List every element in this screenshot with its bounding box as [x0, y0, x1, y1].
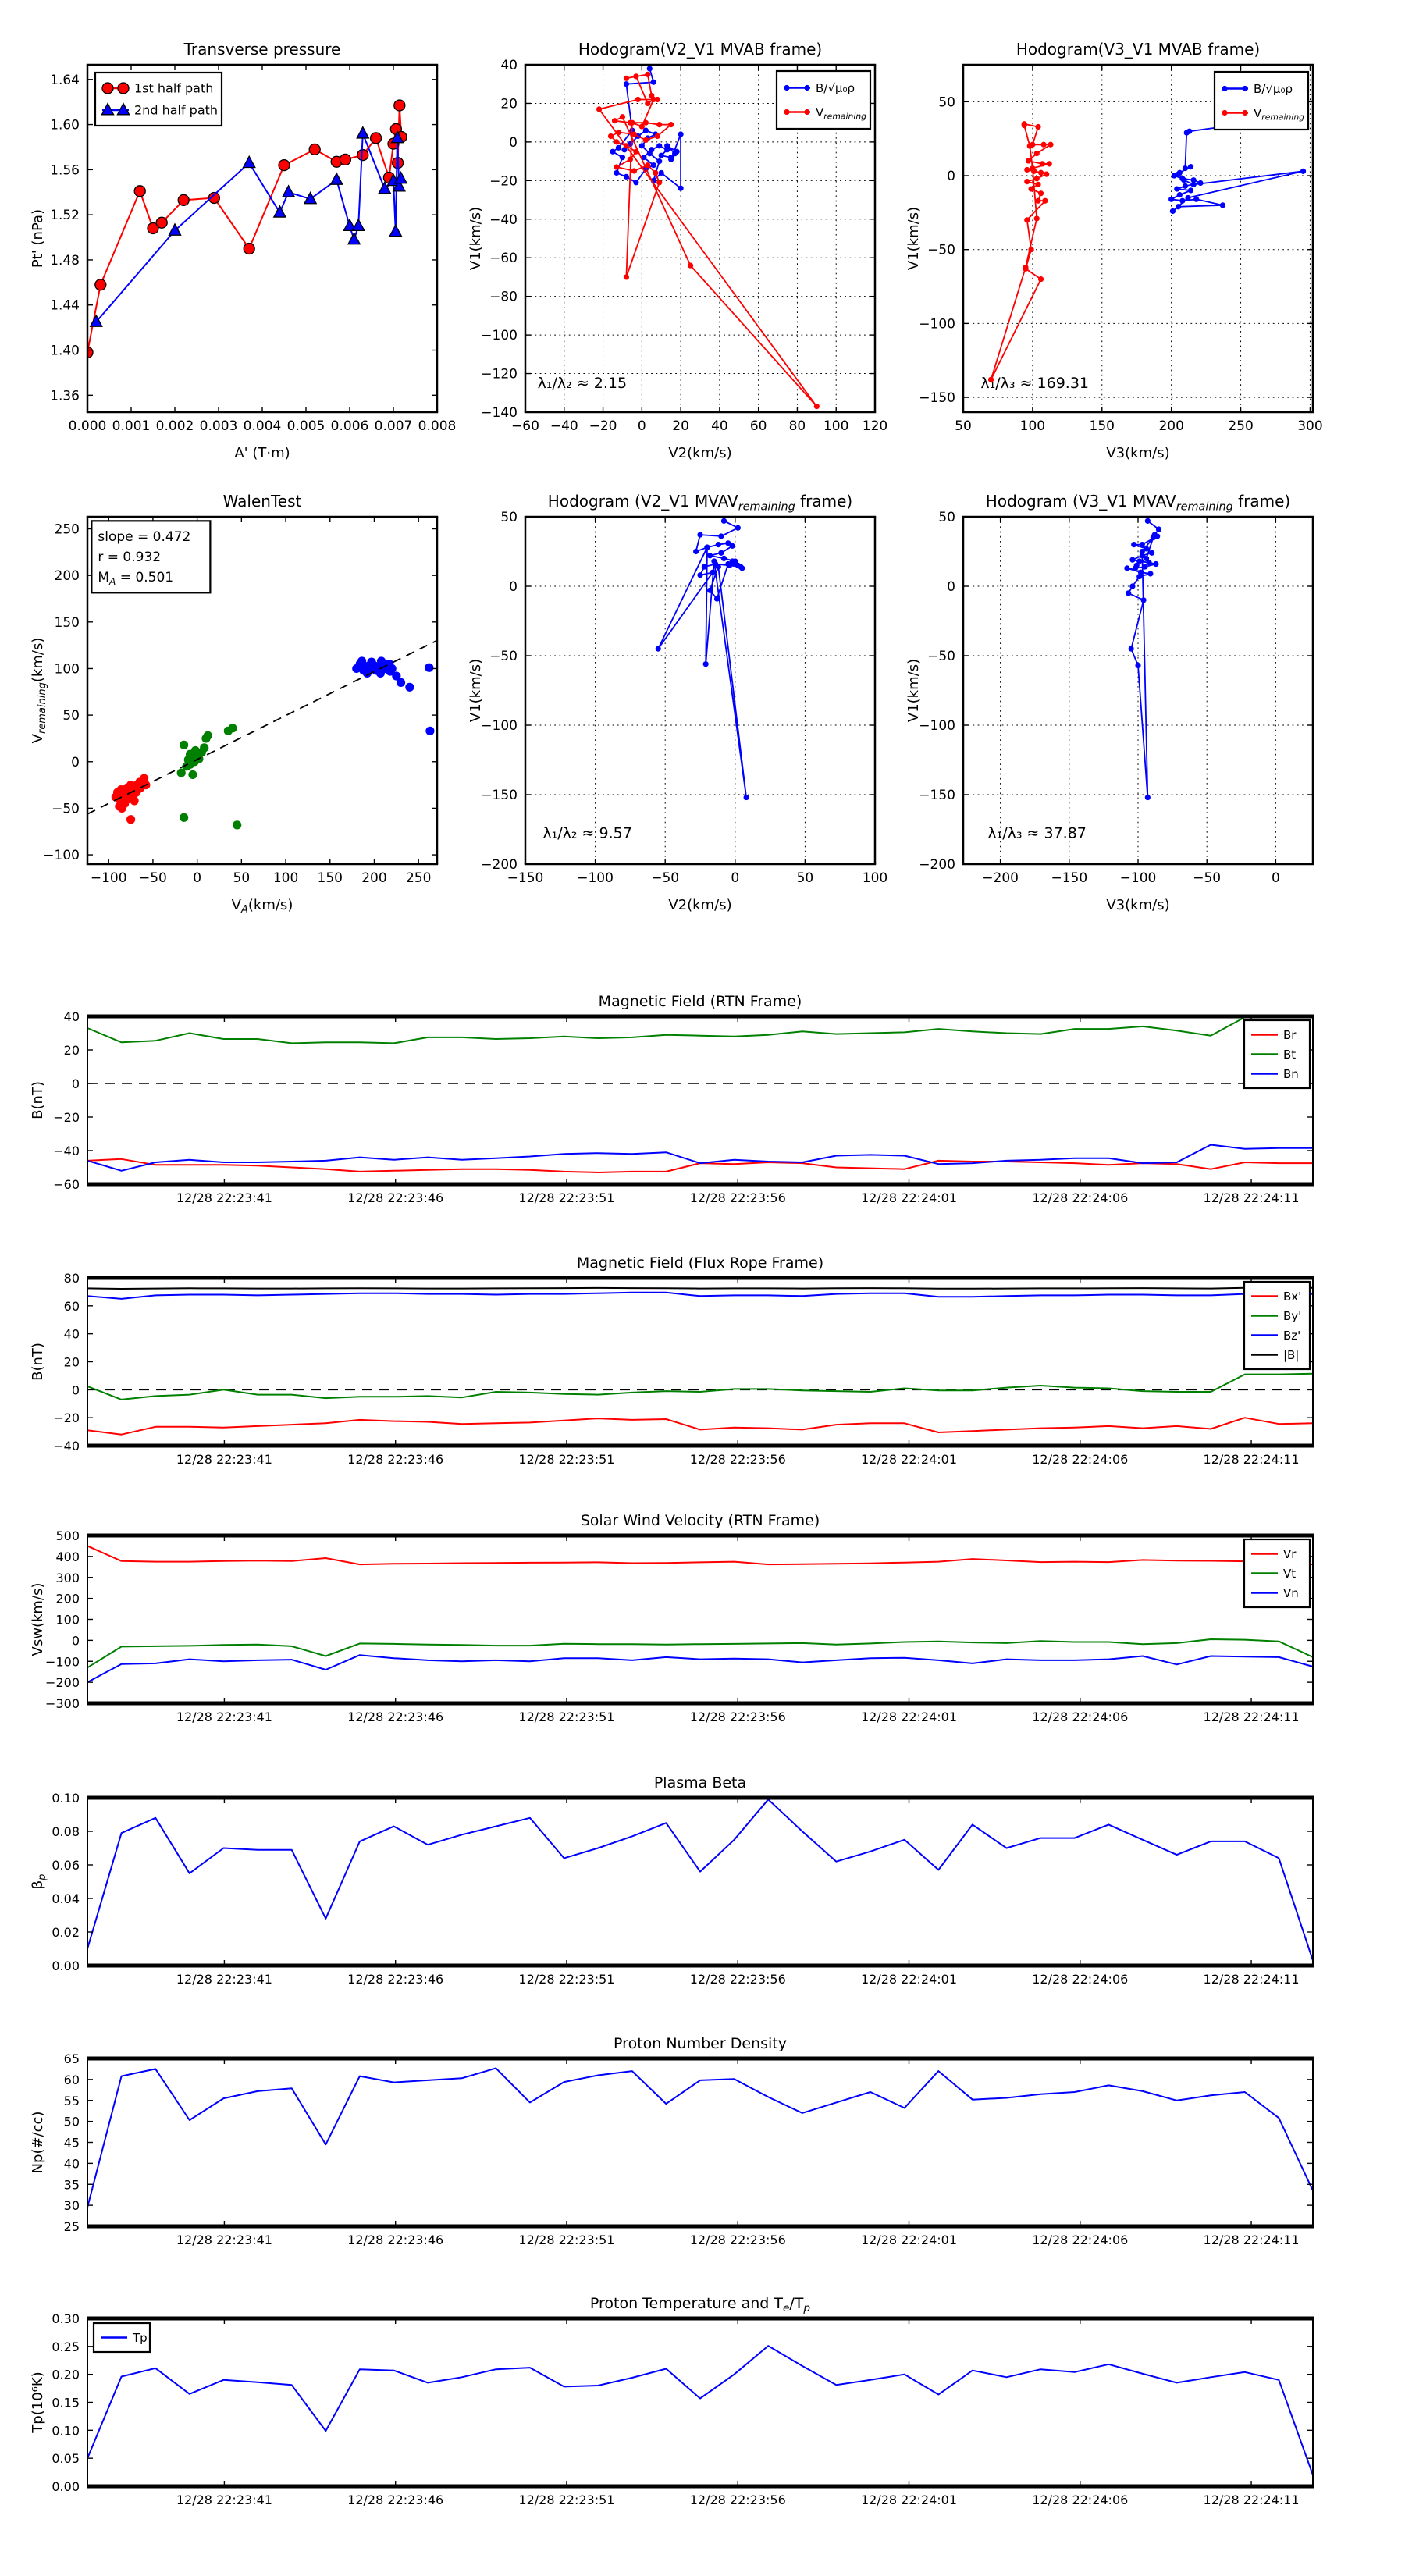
svg-text:12/28 22:24:11: 12/28 22:24:11: [1203, 2492, 1300, 2507]
solar-wind-velocity-rtn: [30, 1512, 1314, 1724]
svg-text:Vn: Vn: [1283, 1586, 1299, 1600]
svg-text:Vremaining: $V_{remaining}$: [1254, 106, 1305, 123]
svg-text:0.06: 0.06: [52, 1858, 80, 1873]
hodogram-v3v1-mvav-ylabel: V1(km/s): [905, 658, 922, 723]
svg-text:0.08: 0.08: [52, 1824, 80, 1839]
svg-text:35: 35: [63, 2177, 80, 2193]
hodogram-v2v1-mvav-ylabel: V1(km/s): [468, 658, 484, 723]
svg-text:Vt: Vt: [1283, 1567, 1297, 1581]
svg-text:0.000: 0.000: [68, 418, 107, 434]
transverse-pressure-title: Transverse pressure: [183, 40, 341, 59]
svg-text:80: 80: [63, 1271, 80, 1286]
svg-text:50: 50: [62, 708, 80, 724]
proton-number-density: [30, 2035, 1314, 2247]
svg-text:20: 20: [672, 418, 689, 434]
svg-text:−150: −150: [507, 870, 544, 886]
svg-text:400: 400: [55, 1549, 80, 1564]
svg-text:0: 0: [71, 1382, 80, 1398]
proton-temperature-ylabel: Tp(10⁶K): [30, 2371, 46, 2433]
svg-text:12/28 22:24:11: 12/28 22:24:11: [1203, 2233, 1300, 2247]
proton-temperature: [30, 2295, 1314, 2507]
svg-text:1st half path: 1st half path: [134, 80, 214, 96]
svg-text:150: 150: [1089, 418, 1115, 434]
svg-text:0.003: 0.003: [199, 418, 238, 434]
svg-text:12/28 22:23:56: 12/28 22:23:56: [689, 1972, 786, 1987]
svg-text:12/28 22:24:11: 12/28 22:24:11: [1203, 1190, 1300, 1205]
svg-text:12/28 22:24:06: 12/28 22:24:06: [1032, 1710, 1129, 1724]
svg-text:−150: −150: [919, 788, 955, 803]
svg-text:12/28 22:23:51: 12/28 22:23:51: [518, 2492, 615, 2507]
svg-text:1.48: 1.48: [50, 252, 80, 269]
hodogram-v2v1-mvab-ylabel: V1(km/s): [468, 206, 484, 271]
magnetic-field-rtn-title: Magnetic Field (RTN Frame): [598, 993, 802, 1010]
svg-text:r = 0.932: r = 0.932: [98, 550, 162, 566]
proton-temperature-title: Proton Temperature and $T_e/T_p$: [589, 2295, 811, 2315]
svg-text:45: 45: [63, 2135, 80, 2151]
svg-text:0.02: 0.02: [52, 1925, 80, 1940]
hodogram-v3v1-mvab-annotation: λ₁/λ₃ ≈ 169.31: [980, 374, 1090, 392]
svg-text:40: 40: [500, 58, 518, 73]
svg-text:0.25: 0.25: [52, 2339, 80, 2354]
svg-text:500: 500: [55, 1528, 80, 1543]
svg-text:12/28 22:24:01: 12/28 22:24:01: [860, 2233, 958, 2247]
svg-text:12/28 22:23:41: 12/28 22:23:41: [176, 1190, 272, 1205]
svg-text:12/28 22:24:06: 12/28 22:24:06: [1032, 1190, 1129, 1205]
svg-text:250: 250: [1228, 418, 1254, 434]
svg-text:150: 150: [317, 870, 343, 886]
svg-text:−50: −50: [927, 649, 955, 664]
plasma-beta: [30, 1774, 1314, 1987]
svg-text:60: 60: [63, 1298, 80, 1314]
transverse-pressure: [30, 40, 456, 461]
svg-text:80: 80: [788, 418, 806, 434]
hodogram-v3v1-mvav-title: Hodogram (V3_V1 $MVAV_{remaining}$ frame): [985, 492, 1291, 514]
svg-text:12/28 22:24:01: 12/28 22:24:01: [860, 1452, 958, 1467]
svg-text:−40: −40: [53, 1144, 80, 1158]
svg-text:12/28 22:24:11: 12/28 22:24:11: [1203, 1710, 1300, 1724]
svg-text:0.20: 0.20: [52, 2367, 80, 2382]
svg-text:12/28 22:23:51: 12/28 22:23:51: [518, 1190, 615, 1205]
transverse-pressure-ylabel: Pt' (nPa): [30, 208, 46, 269]
solar-wind-velocity-rtn-legend: [1244, 1539, 1310, 1607]
svg-text:−50: −50: [489, 649, 518, 664]
hodogram-v3v1-mvav: [905, 492, 1314, 913]
svg-text:200: 200: [55, 1591, 80, 1606]
svg-text:25: 25: [63, 2219, 80, 2234]
svg-text:12/28 22:23:56: 12/28 22:23:56: [689, 1190, 786, 1205]
svg-text:12/28 22:24:06: 12/28 22:24:06: [1032, 2492, 1129, 2507]
svg-text:12/28 22:24:01: 12/28 22:24:01: [860, 2492, 958, 2507]
svg-text:50: 50: [63, 2114, 80, 2129]
svg-text:0.007: 0.007: [374, 418, 413, 434]
svg-text:−20: −20: [53, 1110, 80, 1125]
svg-text:−200: −200: [481, 857, 518, 873]
walen-test-xlabel: $V_A(km/s)$: [231, 897, 293, 916]
svg-text:|B|: |B|: [1283, 1348, 1300, 1362]
magnetic-field-rtn-legend: [1244, 1020, 1310, 1088]
svg-text:100: 100: [272, 870, 299, 886]
svg-text:Bx': Bx': [1283, 1290, 1302, 1304]
proton-number-density-ylabel: Np(#/cc): [30, 2111, 46, 2174]
svg-text:12/28 22:23:41: 12/28 22:23:41: [176, 1972, 272, 1987]
svg-text:1.40: 1.40: [50, 343, 80, 359]
svg-text:250: 250: [54, 521, 80, 538]
hodogram-v3v1-mvab: [905, 40, 1323, 461]
svg-text:−200: −200: [982, 870, 1019, 886]
walen-test-stats-box: [91, 521, 210, 592]
svg-text:B/√μ₀ρ: B/√μ₀ρ: [816, 81, 855, 95]
svg-text:−100: −100: [481, 328, 518, 344]
svg-text:20: 20: [500, 96, 518, 112]
svg-text:0: 0: [1271, 870, 1280, 886]
svg-text:100: 100: [862, 870, 888, 886]
transverse-pressure-xlabel: A' (T·m): [234, 445, 290, 461]
hodogram-v2v1-mvab-xlabel: V2(km/s): [668, 445, 732, 461]
svg-text:−100: −100: [43, 848, 80, 864]
svg-text:12/28 22:23:41: 12/28 22:23:41: [176, 1452, 272, 1467]
proton-number-density-title: Proton Number Density: [614, 2035, 787, 2052]
svg-text:40: 40: [711, 418, 728, 434]
svg-text:50: 50: [796, 870, 814, 886]
svg-text:60: 60: [749, 418, 767, 434]
svg-text:2nd half path: 2nd half path: [134, 102, 219, 118]
svg-text:0: 0: [71, 1633, 80, 1649]
svg-text:−100: −100: [577, 870, 614, 886]
proton-temperature-legend: [94, 2323, 150, 2352]
magnetic-field-rtn-ylabel: B(nT): [30, 1081, 46, 1119]
hodogram-v3v1-mvab-legend: [1215, 72, 1308, 130]
hodogram-v2v1-mvav-annotation: λ₁/λ₂ ≈ 9.57: [542, 824, 632, 842]
svg-text:Bt: Bt: [1283, 1048, 1297, 1062]
svg-text:100: 100: [55, 1612, 80, 1628]
svg-text:12/28 22:24:11: 12/28 22:24:11: [1203, 1972, 1300, 1987]
svg-text:0.002: 0.002: [155, 418, 194, 434]
magnetic-field-flux-rope-series-|B|: [87, 1288, 1313, 1290]
svg-text:Vremaining: $V_{remaining}$: [816, 105, 867, 122]
svg-text:12/28 22:23:46: 12/28 22:23:46: [347, 1972, 444, 1987]
svg-text:100: 100: [54, 661, 80, 678]
svg-text:12/28 22:23:46: 12/28 22:23:46: [347, 2492, 444, 2507]
svg-text:−60: −60: [53, 1177, 80, 1192]
walen-test-ylabel: $V_{remaining}(km/s)$: [30, 637, 48, 744]
svg-text:120: 120: [862, 418, 888, 434]
magnetic-field-flux-rope-legend: [1244, 1282, 1310, 1369]
svg-text:−120: −120: [481, 366, 518, 382]
svg-text:20: 20: [63, 1043, 80, 1058]
svg-text:Br: Br: [1283, 1028, 1297, 1042]
svg-text:12/28 22:23:41: 12/28 22:23:41: [176, 2233, 272, 2247]
svg-text:0.04: 0.04: [52, 1891, 80, 1906]
svg-text:0.005: 0.005: [286, 418, 325, 434]
svg-text:0.15: 0.15: [52, 2395, 80, 2411]
svg-text:12/28 22:23:56: 12/28 22:23:56: [689, 1710, 786, 1724]
svg-text:−100: −100: [45, 1654, 80, 1670]
svg-text:40: 40: [63, 1326, 80, 1342]
svg-text:0.004: 0.004: [243, 418, 282, 434]
svg-text:1.56: 1.56: [50, 162, 80, 179]
svg-text:30: 30: [63, 2198, 80, 2214]
svg-text:MA = 0.501: $M_A = 0.501$: [98, 570, 174, 587]
hodogram-v2v1-mvab-legend: [777, 71, 870, 129]
svg-text:12/28 22:23:56: 12/28 22:23:56: [689, 1452, 786, 1467]
svg-text:0: 0: [731, 870, 740, 886]
svg-text:300: 300: [55, 1570, 80, 1585]
svg-text:1.60: 1.60: [50, 117, 80, 133]
solar-wind-velocity-rtn-title: Solar Wind Velocity (RTN Frame): [580, 1512, 820, 1529]
plasma-beta-title: Plasma Beta: [653, 1774, 747, 1791]
hodogram-v2v1-mvav-title: Hodogram (V2_V1 $MVAV_{remaining}$ frame): [547, 492, 853, 514]
svg-text:−140: −140: [481, 405, 518, 421]
svg-text:Bz': Bz': [1283, 1329, 1301, 1343]
magnetic-field-flux-rope-ylabel: B(nT): [30, 1343, 46, 1381]
transverse-pressure-legend: [95, 73, 222, 126]
svg-text:0.05: 0.05: [52, 2451, 80, 2467]
svg-text:50: 50: [938, 94, 955, 111]
svg-text:200: 200: [1158, 418, 1184, 434]
svg-text:−40: −40: [489, 212, 518, 228]
svg-text:12/28 22:23:51: 12/28 22:23:51: [518, 1972, 615, 1987]
svg-text:12/28 22:23:56: 12/28 22:23:56: [689, 2233, 786, 2247]
magnetic-field-rtn: [30, 993, 1314, 1205]
svg-text:40: 40: [63, 2156, 80, 2172]
svg-text:−150: −150: [919, 390, 955, 407]
svg-text:1.44: 1.44: [50, 297, 80, 314]
svg-text:0.001: 0.001: [112, 418, 151, 434]
svg-text:12/28 22:24:11: 12/28 22:24:11: [1203, 1452, 1300, 1467]
svg-text:Tp: Tp: [133, 2331, 148, 2345]
svg-text:12/28 22:23:51: 12/28 22:23:51: [518, 1452, 615, 1467]
hodogram-v2v1-mvav: [468, 492, 887, 913]
svg-text:12/28 22:23:46: 12/28 22:23:46: [347, 1710, 444, 1724]
svg-text:−200: −200: [45, 1675, 80, 1691]
svg-text:−20: −20: [53, 1411, 80, 1426]
svg-text:60: 60: [63, 2072, 80, 2087]
svg-text:−150: −150: [481, 788, 518, 803]
svg-text:−60: −60: [489, 251, 518, 267]
svg-text:12/28 22:23:41: 12/28 22:23:41: [176, 2492, 272, 2507]
svg-text:55: 55: [63, 2093, 80, 2108]
hodogram-v2v1-mvab-title: Hodogram(V2_V1 MVAB frame): [578, 40, 823, 59]
svg-text:0: 0: [71, 1076, 80, 1091]
plasma-beta-ylabel: $\beta_p$: [30, 1873, 48, 1890]
svg-text:−50: −50: [138, 870, 167, 886]
svg-text:Bn: Bn: [1283, 1067, 1299, 1081]
svg-text:0: 0: [637, 418, 646, 434]
svg-text:0.008: 0.008: [418, 418, 457, 434]
svg-text:250: 250: [405, 870, 432, 886]
svg-text:0.30: 0.30: [52, 2311, 80, 2326]
svg-text:12/28 22:23:46: 12/28 22:23:46: [347, 1452, 444, 1467]
hodogram-v3v1-mvav-xlabel: V3(km/s): [1106, 897, 1170, 913]
svg-text:12/28 22:24:06: 12/28 22:24:06: [1032, 2233, 1129, 2247]
hodogram-v2v1-mvab-annotation: λ₁/λ₂ ≈ 2.15: [537, 374, 628, 392]
svg-text:12/28 22:23:51: 12/28 22:23:51: [518, 2233, 615, 2247]
svg-text:−20: −20: [589, 418, 617, 434]
svg-text:0: 0: [947, 579, 955, 595]
svg-text:1.36: 1.36: [50, 388, 80, 404]
svg-text:−50: −50: [927, 242, 955, 258]
hodogram-v2v1-mvab: [468, 40, 887, 461]
hodogram-v3v1-mvav-annotation: λ₁/λ₃ ≈ 37.87: [987, 824, 1087, 842]
svg-text:200: 200: [54, 568, 80, 585]
svg-text:12/28 22:24:01: 12/28 22:24:01: [860, 1190, 958, 1205]
svg-text:−50: −50: [52, 801, 80, 817]
svg-text:−60: −60: [511, 418, 539, 434]
svg-text:12/28 22:23:41: 12/28 22:23:41: [176, 1710, 272, 1724]
hodogram-v2v1-mvav-xlabel: V2(km/s): [668, 897, 732, 913]
svg-text:0: 0: [509, 579, 518, 595]
svg-text:−100: −100: [1119, 870, 1157, 886]
svg-text:−100: −100: [919, 718, 955, 734]
svg-text:300: 300: [1297, 418, 1323, 434]
solar-wind-velocity-rtn-ylabel: Vsw(km/s): [30, 1582, 46, 1656]
hodogram-v3v1-mvab-title: Hodogram(V3_V1 MVAB frame): [1016, 40, 1261, 59]
svg-text:100: 100: [1019, 418, 1046, 434]
svg-text:−100: −100: [481, 718, 518, 734]
svg-text:12/28 22:24:06: 12/28 22:24:06: [1032, 1972, 1129, 1987]
hodogram-v3v1-mvab-xlabel: V3(km/s): [1106, 445, 1170, 461]
svg-text:12/28 22:23:46: 12/28 22:23:46: [347, 1190, 444, 1205]
svg-text:40: 40: [63, 1009, 80, 1024]
svg-text:0.10: 0.10: [52, 1791, 80, 1806]
svg-text:150: 150: [54, 614, 80, 631]
svg-text:−100: −100: [919, 316, 955, 333]
svg-text:−50: −50: [1193, 870, 1222, 886]
svg-text:Vr: Vr: [1283, 1547, 1297, 1561]
walen-test: [30, 492, 438, 916]
svg-text:12/28 22:24:01: 12/28 22:24:01: [860, 1710, 958, 1724]
svg-text:12/28 22:23:56: 12/28 22:23:56: [689, 2492, 786, 2507]
svg-text:−80: −80: [489, 289, 518, 305]
svg-text:20: 20: [63, 1354, 80, 1370]
svg-text:1.64: 1.64: [50, 72, 80, 88]
hodogram-v3v1-mvab-ylabel: V1(km/s): [905, 206, 922, 271]
svg-text:65: 65: [63, 2051, 80, 2066]
svg-text:−100: −100: [90, 870, 127, 886]
svg-text:50: 50: [938, 510, 955, 525]
svg-text:slope = 0.472: slope = 0.472: [98, 529, 191, 546]
svg-text:−200: −200: [919, 857, 955, 873]
svg-text:0: 0: [193, 870, 202, 886]
svg-text:200: 200: [361, 870, 387, 886]
svg-text:−40: −40: [53, 1439, 80, 1453]
svg-text:50: 50: [233, 870, 251, 886]
svg-text:50: 50: [500, 510, 518, 525]
svg-text:12/28 22:23:46: 12/28 22:23:46: [347, 2233, 444, 2247]
svg-text:12/28 22:24:06: 12/28 22:24:06: [1032, 1452, 1129, 1467]
svg-text:0: 0: [71, 754, 80, 770]
svg-text:−20: −20: [489, 173, 518, 190]
svg-text:0: 0: [947, 169, 955, 185]
walen-test-title: WalenTest: [222, 492, 302, 511]
svg-text:0.006: 0.006: [330, 418, 369, 434]
svg-text:0.00: 0.00: [52, 2479, 80, 2494]
svg-text:12/28 22:24:01: 12/28 22:24:01: [860, 1972, 958, 1987]
svg-text:−40: −40: [550, 418, 578, 434]
svg-text:12/28 22:23:51: 12/28 22:23:51: [518, 1710, 615, 1724]
svg-text:−300: −300: [45, 1696, 80, 1711]
magnetic-field-flux-rope: [30, 1254, 1314, 1467]
svg-text:1.52: 1.52: [50, 208, 80, 224]
svg-text:0.00: 0.00: [52, 1959, 80, 1973]
svg-text:100: 100: [823, 418, 849, 434]
svg-text:By': By': [1283, 1309, 1302, 1323]
svg-text:0.10: 0.10: [52, 2423, 80, 2439]
svg-text:0: 0: [509, 134, 518, 151]
svg-text:−150: −150: [1051, 870, 1088, 886]
svg-text:B/√μ₀ρ: B/√μ₀ρ: [1254, 82, 1293, 96]
svg-text:50: 50: [955, 418, 972, 434]
magnetic-field-flux-rope-title: Magnetic Field (Flux Rope Frame): [576, 1254, 824, 1272]
svg-text:−50: −50: [651, 870, 680, 886]
